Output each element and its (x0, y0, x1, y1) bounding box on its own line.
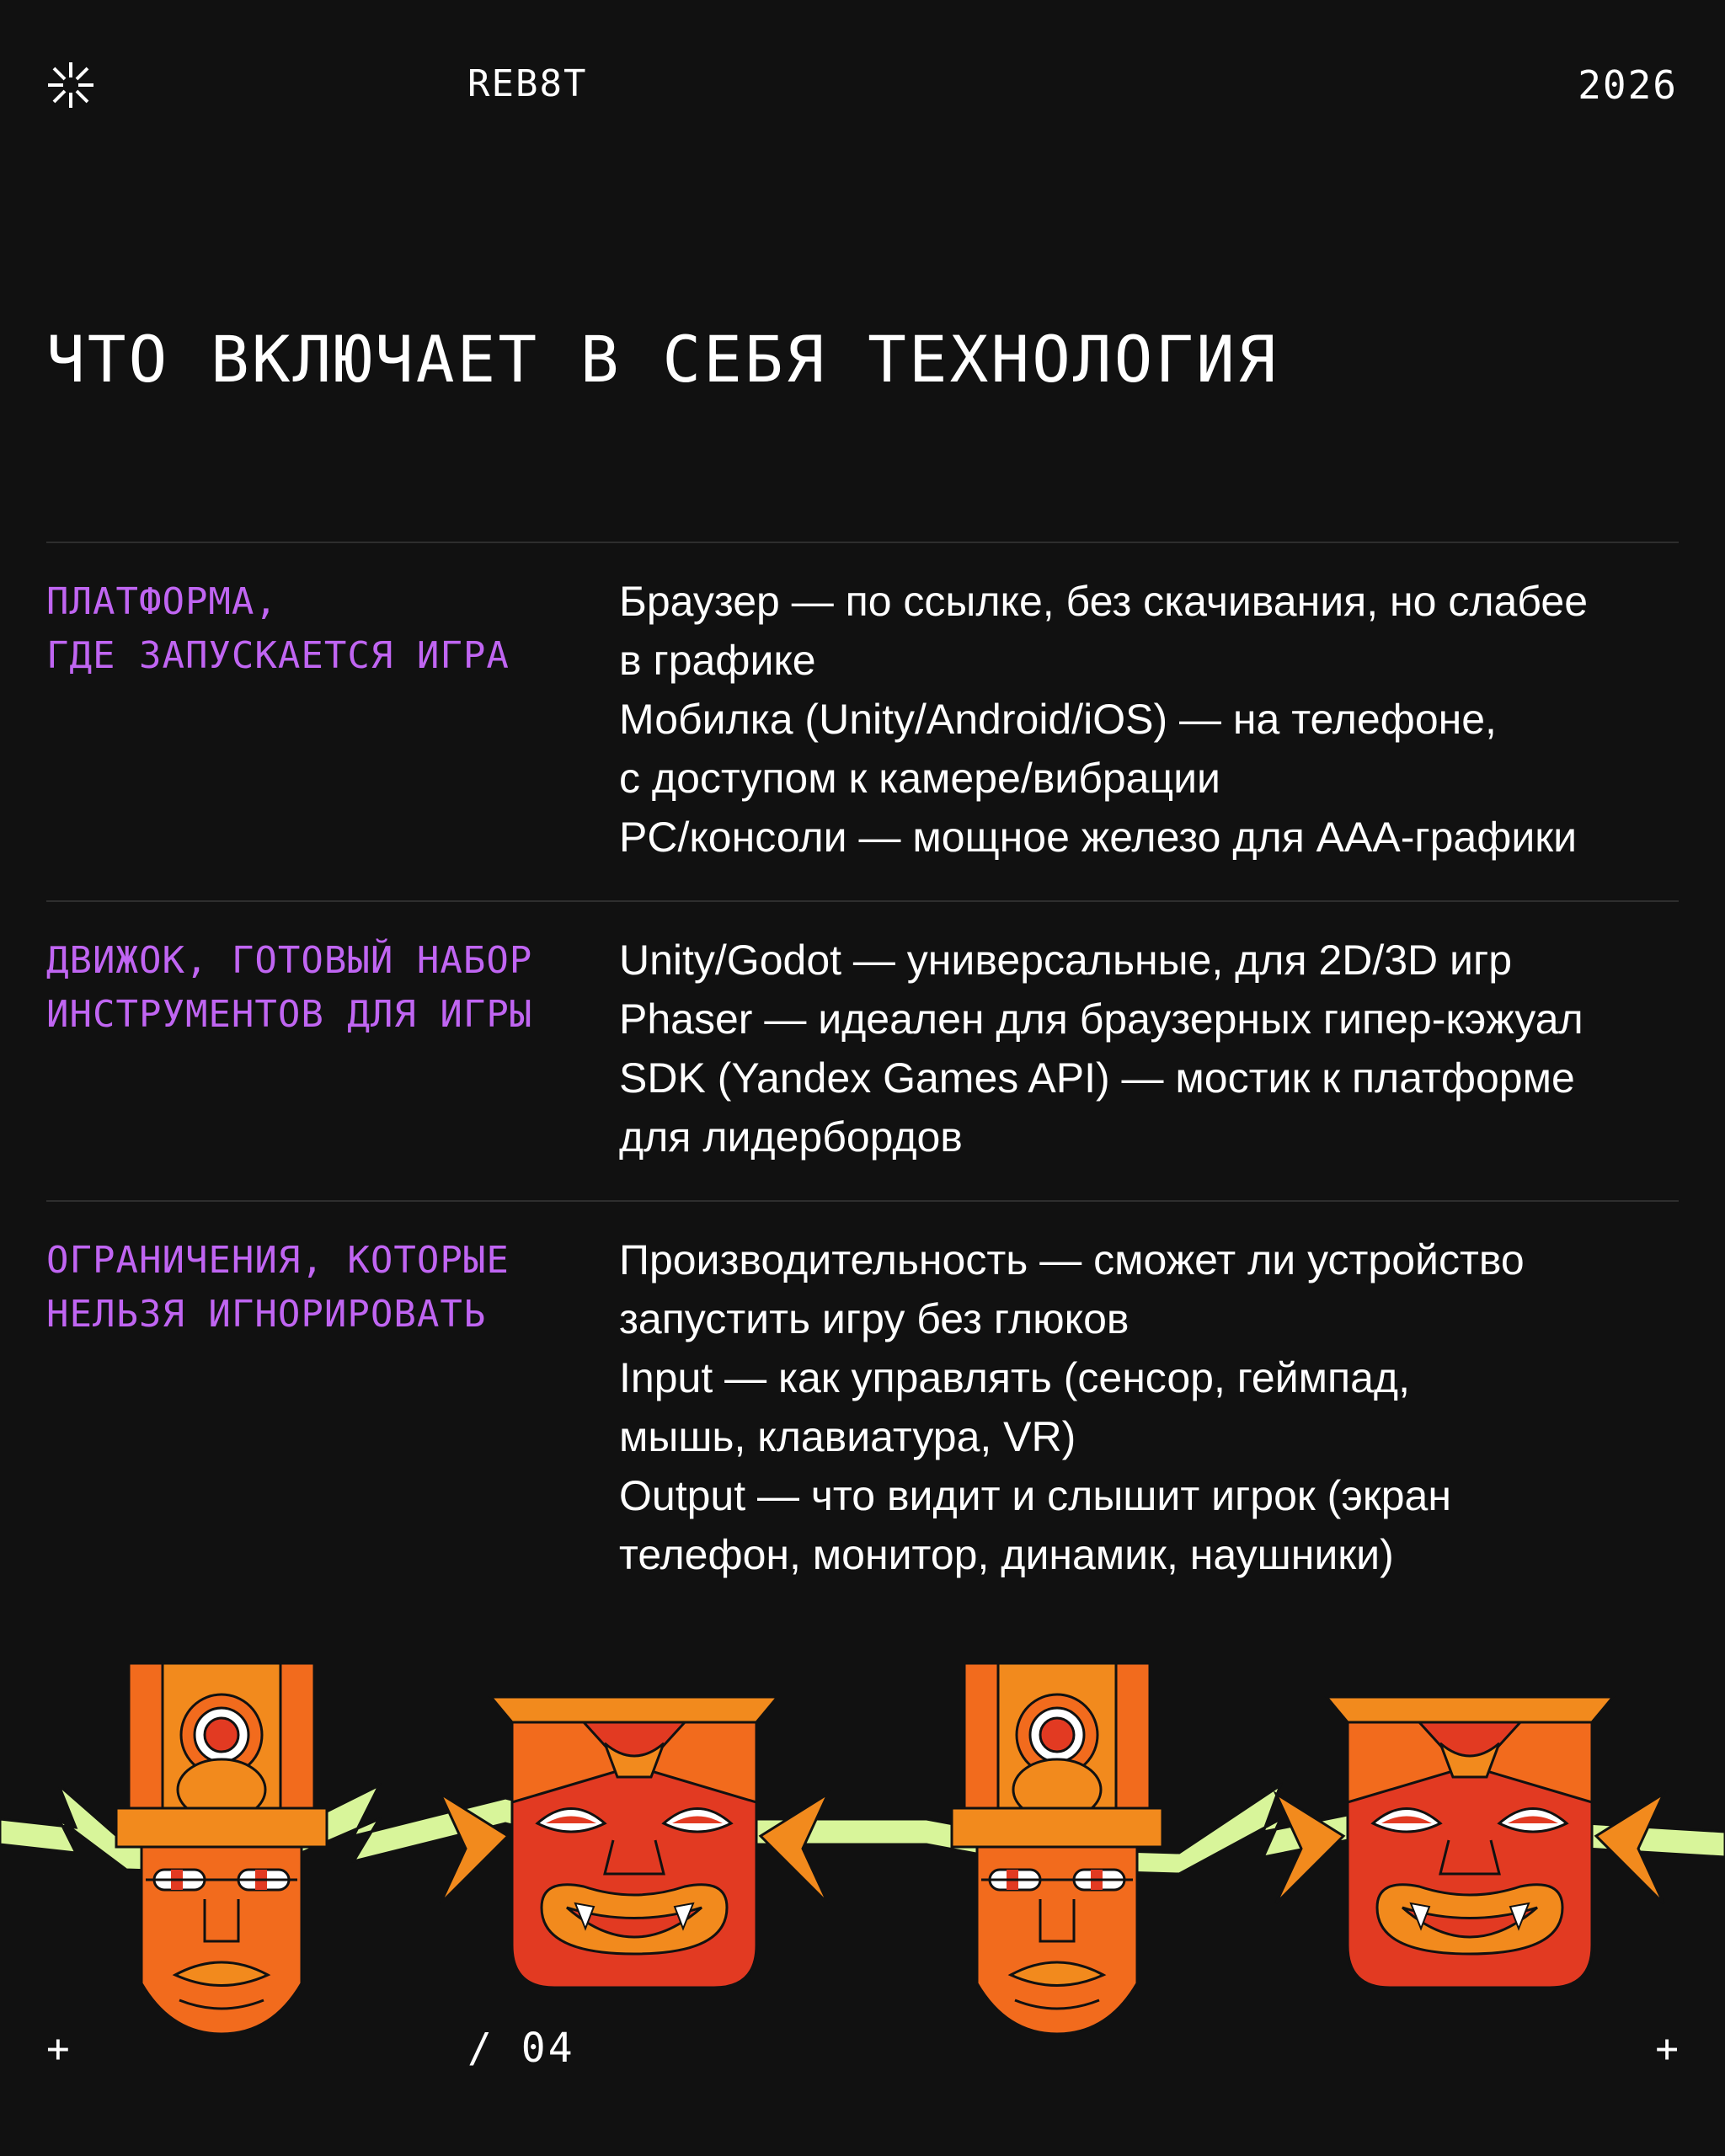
row-description (619, 543, 1679, 900)
footer-plus-right: + (1655, 2025, 1679, 2071)
row-platform (46, 542, 1679, 900)
tiki-masks-illustration (0, 1651, 1725, 2038)
sparkle-burst-icon (46, 61, 95, 109)
text-line: запустить игру без глюков (619, 1295, 1130, 1342)
row-label (46, 575, 573, 683)
label-line: ПЛАТФОРМА, (46, 580, 278, 623)
text-line: Phaser — идеален для браузерных гипер-кэжуал (619, 995, 1583, 1043)
label-line: ГДЕ ЗАПУСКАЕТСЯ ИГРА (46, 634, 510, 677)
label-line: НЕЛЬЗЯ ИГНОРИРОВАТЬ (46, 1293, 487, 1336)
label-line: ОГРАНИЧЕНИЯ, КОТОРЫЕ (46, 1239, 510, 1282)
text-line: в графике (619, 637, 816, 684)
label-line: ДВИЖОК, ГОТОВЫЙ НАБОР (46, 939, 533, 982)
page-number: / 04 (467, 2025, 575, 2072)
text-line: мышь, клавиатура, VR) (619, 1413, 1076, 1460)
row-label (46, 934, 573, 1042)
row-constraints (46, 1200, 1679, 1618)
label-line: ИНСТРУМЕНТОВ ДЛЯ ИГРЫ (46, 993, 533, 1036)
year-label: 2026 (1578, 62, 1678, 108)
footer-plus-left: + (46, 2025, 70, 2071)
text-line: Input — как управлять (сенсор, геймпад, (619, 1354, 1410, 1401)
text-line: с доступом к камере/вибрации (619, 755, 1220, 802)
text-line: Мобилка (Unity/Android/iOS) — на телефоне, (619, 696, 1497, 743)
text-line: Output — что видит и слышит игрок (экран (619, 1472, 1451, 1519)
row-description (619, 902, 1679, 1200)
text-line: Производительность — сможет ли устройство (619, 1236, 1525, 1283)
brand-name: REB8T (467, 62, 588, 105)
top-bar (0, 0, 1725, 168)
page-title: ЧТО ВКЛЮЧАЕТ В СЕБЯ ТЕХНОЛОГИЯ (46, 322, 1279, 397)
text-line: PC/консоли — мощное железо для AAA-графики (619, 814, 1578, 861)
text-line: для лидербордов (619, 1113, 963, 1161)
text-line: телефон, монитор, динамик, наушники) (619, 1531, 1394, 1578)
tech-table (46, 542, 1679, 1618)
row-label (46, 1234, 573, 1342)
text-line: Браузер — по ссылке, без скачивания, но слабее (619, 578, 1588, 625)
row-engine (46, 900, 1679, 1200)
text-line: SDK (Yandex Games API) — мостик к платформе (619, 1054, 1575, 1102)
row-description (619, 1202, 1679, 1618)
text-line: Unity/Godot — универсальные, для 2D/3D игр (619, 937, 1513, 984)
